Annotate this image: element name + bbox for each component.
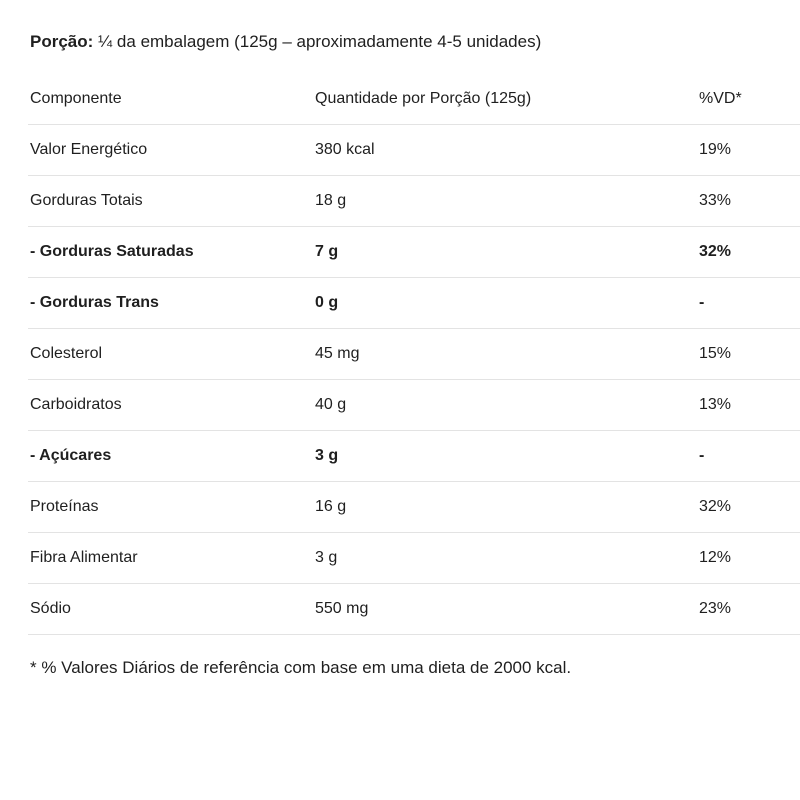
table-row xyxy=(28,125,800,176)
row-name: Gorduras Totais xyxy=(28,176,313,227)
table-row xyxy=(28,482,800,533)
table-row xyxy=(28,533,800,584)
row-daily-value: 32% xyxy=(697,227,800,278)
table-row xyxy=(28,176,800,227)
header-daily-value: %VD* xyxy=(697,74,800,125)
row-amount: 16 g xyxy=(313,482,697,533)
table-row xyxy=(28,278,800,329)
table-header-row xyxy=(28,74,800,125)
serving-info xyxy=(30,31,541,53)
row-daily-value: 32% xyxy=(697,482,800,533)
row-name: Valor Energético xyxy=(28,125,313,176)
row-daily-value: 15% xyxy=(697,329,800,380)
row-name: - Gorduras Trans xyxy=(28,278,313,329)
row-name: Colesterol xyxy=(28,329,313,380)
row-amount: 18 g xyxy=(313,176,697,227)
table-row xyxy=(28,227,800,278)
serving-text: ¼ da embalagem (125g – aproximadamente 4-5 unidades) xyxy=(98,32,542,51)
header-component: Componente xyxy=(28,74,313,125)
table-row xyxy=(28,329,800,380)
row-name: - Gorduras Saturadas xyxy=(28,227,313,278)
table-row xyxy=(28,584,800,635)
row-daily-value: 33% xyxy=(697,176,800,227)
row-amount: 0 g xyxy=(313,278,697,329)
row-name: Sódio xyxy=(28,584,313,635)
row-daily-value: 13% xyxy=(697,380,800,431)
row-daily-value: 19% xyxy=(697,125,800,176)
header-quantity: Quantidade por Porção (125g) xyxy=(313,74,697,125)
row-amount: 550 mg xyxy=(313,584,697,635)
row-daily-value: - xyxy=(697,431,800,482)
row-name: Fibra Alimentar xyxy=(28,533,313,584)
serving-label: Porção: xyxy=(30,32,94,51)
footnote: * % Valores Diários de referência com base em uma dieta de 2000 kcal. xyxy=(30,658,572,677)
row-amount: 40 g xyxy=(313,380,697,431)
row-name: Proteínas xyxy=(28,482,313,533)
row-amount: 3 g xyxy=(313,431,697,482)
row-daily-value: 12% xyxy=(697,533,800,584)
row-daily-value: 23% xyxy=(697,584,800,635)
row-daily-value: - xyxy=(697,278,800,329)
row-name: - Açúcares xyxy=(28,431,313,482)
table-row xyxy=(28,431,800,482)
row-amount: 45 mg xyxy=(313,329,697,380)
nutrition-table xyxy=(28,74,800,635)
row-amount: 3 g xyxy=(313,533,697,584)
row-name: Carboidratos xyxy=(28,380,313,431)
row-amount: 380 kcal xyxy=(313,125,697,176)
table-row xyxy=(28,380,800,431)
row-amount: 7 g xyxy=(313,227,697,278)
